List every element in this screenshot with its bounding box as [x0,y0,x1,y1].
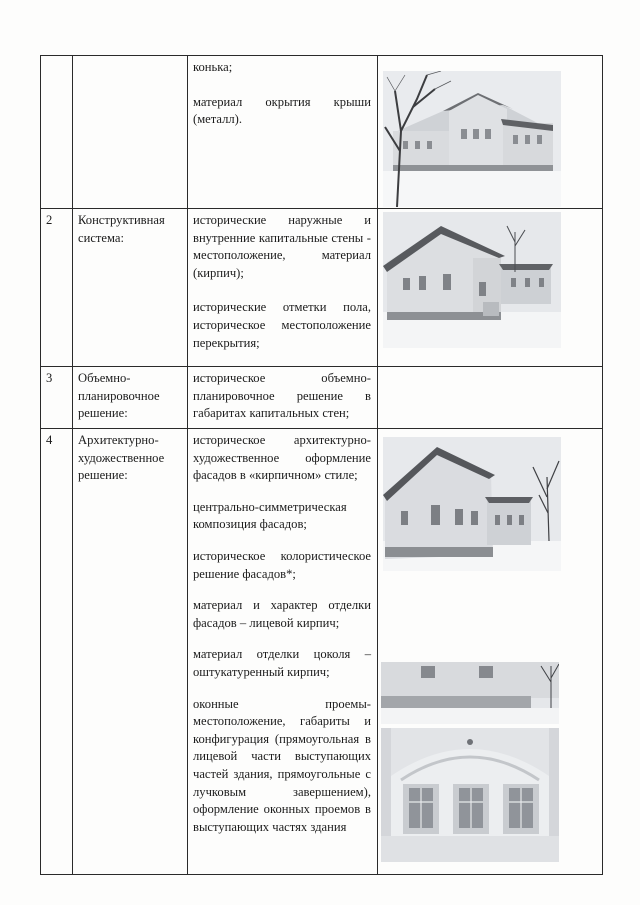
col-divider-2 [187,55,188,875]
row-2-number: 2 [46,213,53,227]
photo-windows-projecting-part [381,728,559,862]
row-3-parameter: Объемно-планировочное решение: [78,371,160,421]
row-1-requirements [193,59,371,129]
table-border-left [40,55,41,875]
row-4-req-1: историческое архитектурно-художественное оформление фасадов в «кирпичном» стиле; [193,433,371,483]
row-1-req-1: конька; [193,60,233,74]
row-4-requirements [193,432,371,836]
row-4-parameter: Архитектурно-художественное решение: [78,433,165,483]
row-2-req-2: исторические отметки пола, историческое местоположение перекрытия; [193,300,371,350]
row-4-number: 4 [46,433,53,447]
row-2-requirements [193,212,371,352]
row-3-requirements [193,370,371,423]
photo-building-gable-view [383,212,561,348]
row-4-req-3: историческое колористическое решение фасадов*; [193,548,371,581]
row-2-req-1: исторические наружные и внутренние капитальные стены - местоположение, материал (кирпич); [193,213,371,280]
row-divider-2 [40,366,603,367]
row-1-req-2: материал окрытия крыши (металл). [193,94,371,127]
photo-facade-winter-view [383,437,561,571]
table-border-top [40,55,603,56]
row-divider-3 [40,428,603,429]
table-border-bottom [40,874,603,875]
col-divider-1 [72,55,73,875]
row-4-req-2: центрально-симметрическая композиция фасадов; [193,499,347,532]
table-border-right [602,55,603,875]
row-4-req-5: материал отделки цоколя – оштукатуренный кирпич; [193,647,371,679]
col-divider-3 [377,55,378,875]
row-4-req-4: материал и характер отделки фасадов – лицевой кирпич; [193,598,371,630]
row-2-parameter: Конструктивная система: [78,213,165,245]
row-3-number: 3 [46,371,53,385]
row-4-req-6: оконные проемы-местоположение, габариты и конфигурация (прямоугольная в лицевой части выступающих частей здания, прямоугольные с лучковым завершением), оформление оконных проемов в выступающих частях здания [193,696,371,834]
photo-plinth-detail [381,662,559,724]
row-3-req-1: историческое объемно-планировочное решение в габаритах капитальных стен; [193,371,371,421]
row-divider-1 [40,208,603,209]
photo-building-side-view [383,71,561,207]
